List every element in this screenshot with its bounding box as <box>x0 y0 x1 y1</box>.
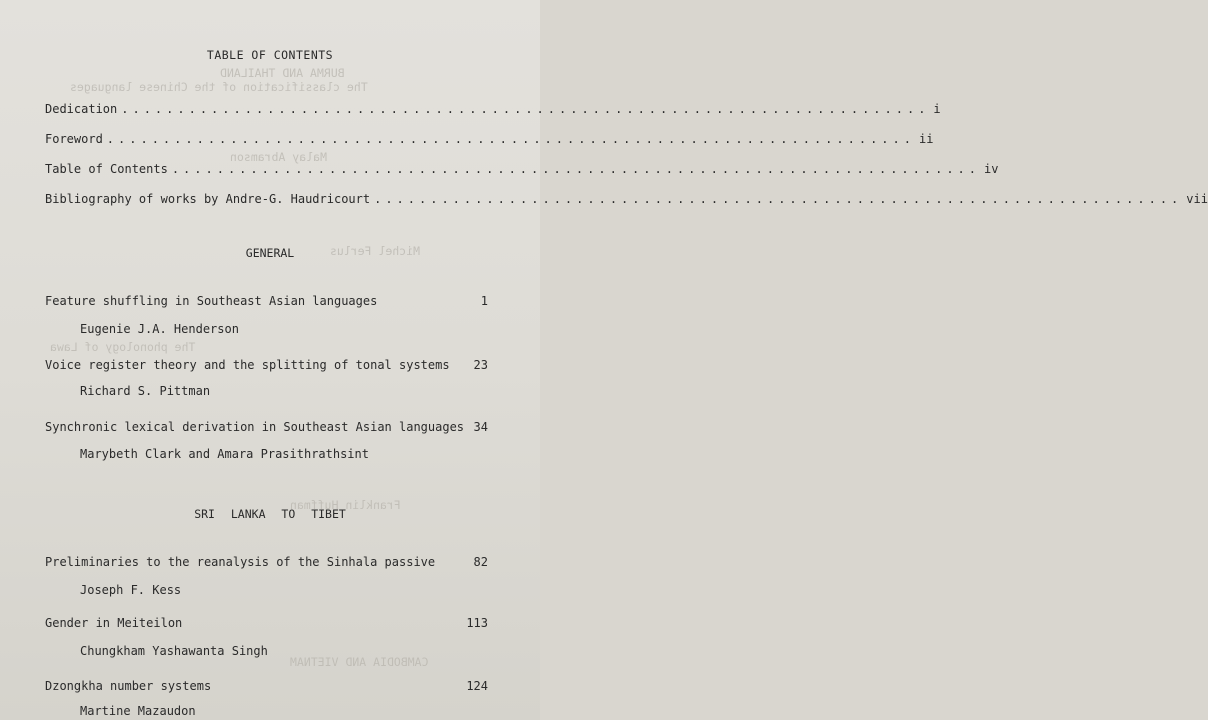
dot-leader: ........................................................................ <box>121 102 930 116</box>
toc-page-number: iv <box>984 162 999 176</box>
toc-entry-label: Foreword <box>45 132 103 146</box>
toc-front-entry <box>45 192 1208 206</box>
toc-page-number: ii <box>918 132 934 146</box>
toc-entry-label: Table of Contents <box>45 162 168 176</box>
section-heading: SRI LANKA TO TIBET <box>194 507 346 521</box>
toc-entry-title: Gender in Meiteilon <box>45 616 183 630</box>
toc-front-entry <box>45 132 934 146</box>
toc-entry-title: Synchronic lexical derivation in Southeast Asian languages <box>45 420 465 434</box>
toc-entry-label: Bibliography of works by Andre-G. Haudricourt <box>45 192 371 206</box>
bleed-through-text: The phonology of Lawa <box>50 340 196 354</box>
toc-page-number: vii <box>1186 192 1208 206</box>
toc-entry-author: Chungkham Yashawanta Singh <box>80 644 268 658</box>
bleed-through-text: BURMA AND THAILAND <box>220 66 345 80</box>
toc-entry-author: Marybeth Clark and Amara Prasithrathsint <box>80 447 369 461</box>
toc-entry-author: Martine Mazaudon <box>80 704 196 718</box>
dot-leader: ........................................................................ <box>171 162 980 176</box>
toc-entry-title: Feature shuffling in Southeast Asian languages <box>45 294 378 308</box>
toc-entry-author: Eugenie J.A. Henderson <box>80 322 239 336</box>
toc-entry-label: Dedication <box>45 102 118 116</box>
bleed-through-text: CAMBODIA AND VIETNAM <box>290 655 429 669</box>
toc-entry-title: Voice register theory and the splitting of tonal systems <box>45 358 450 372</box>
toc-page-number: 82 <box>473 555 488 569</box>
toc-entry-author: Richard S. Pittman <box>80 384 211 398</box>
bleed-through-text: Michel Ferlus <box>330 244 421 258</box>
toc-page-number: 1 <box>480 294 488 308</box>
toc-entry-title: Dzongkha number systems <box>45 679 212 693</box>
toc-page-number: 124 <box>466 679 488 693</box>
toc-entry-author: Joseph F. Kess <box>80 583 182 597</box>
toc-entry-title: Preliminaries to the reanalysis of the Sinhala passive <box>45 555 436 569</box>
toc-page-number: 113 <box>466 616 488 630</box>
section-heading: GENERAL <box>245 246 295 260</box>
page-title: TABLE OF CONTENTS <box>206 48 334 62</box>
dot-leader: ........................................................................ <box>106 132 915 146</box>
toc-page-number: i <box>933 102 941 116</box>
toc-front-entry <box>45 162 999 176</box>
toc-page-number: 23 <box>473 358 488 372</box>
dot-leader: ........................................................................ <box>374 192 1183 206</box>
toc-front-entry <box>45 102 941 116</box>
bleed-through-text: Malay Abramson <box>230 150 327 164</box>
toc-page-number: 34 <box>473 420 488 434</box>
bleed-through-text: The classification of the Chinese languages <box>70 80 368 94</box>
bleed-through-text: Franklin Huffman <box>290 498 401 512</box>
